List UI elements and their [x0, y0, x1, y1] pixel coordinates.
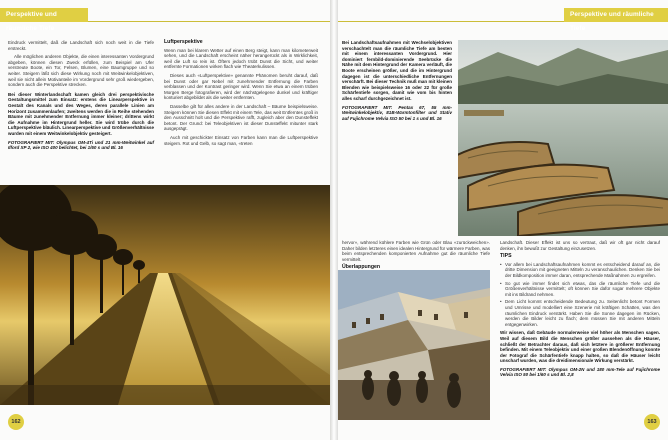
photo-credit: FOTOGRAFIERT MIT: Olympus OM-4Ti und 21 mm-Weitwinkel auf Ilford XP 2, wie ISO 400 belichtet, bei 1/60 s und Bl. 16	[8, 139, 154, 151]
tip-item: • Dem Licht kommt entscheidende Bedeutung zu. Seitenlicht betont Formen und Umrisse und modelliert eine Szenerie mit kräftigen Schatten, was den räumlichen Eindruck verstärkt. Haben Sie die Sonne dagegen im Rücken, werden die Bilder leicht zu flach; dem müssen Sie mit anderen Mitteln entgegenwirken.	[500, 299, 660, 327]
tip-item: • So gut wie immer findet sich etwas, das die räumliche Tiefe und die Größenverhältnisse vermittelt; oft können Sie dafür sogar mehrere Objekte mit ins Bildrand nehmen.	[500, 281, 660, 298]
tips-list	[500, 262, 660, 328]
left-column-1	[8, 40, 154, 154]
tip-item: • Vor allem bei Landschaftsaufnahmen kommt es entscheidend darauf an, die dritte Dimension mit geeigneten Mitteln zu veranschaulichen. Denken Sie bei der Bildkomposition immer daran, entsprechende Maßnahmen zu ergreifen.	[500, 262, 660, 279]
header-rule-left	[88, 21, 330, 22]
winter-canal-illustration	[0, 185, 330, 405]
photo-credit: FOTOGRAFIERT MIT: Olympus OM-2N und 180 mm-Tele auf Fujichrome Velvia ISO 50 bei 1/60 s und Bl. 2,8	[500, 366, 660, 378]
left-column-2	[164, 40, 318, 149]
page-number-right: 163	[644, 414, 660, 430]
header-bar-left	[0, 8, 88, 32]
winter-canal-photo	[0, 185, 330, 405]
image-caption: Wir wissen, daß Gebäude normalerweise viel höher als Menschen sagen. Weil auf diesem Bild die Menschen größer aussehen als die Häuser, schließt der Betrachter daraus, daß sich letztere in größerer Entfernung befinden. Mit einem Teleobjektiv und einer großen Blendenöffnung konnte der Fotograf die Schärfentiefe knapp halten, so daß die Häuser leicht unscharf wurden, was die dreidimensionale Wirkung verstärkt.	[500, 330, 660, 364]
paragraph: Eindruck vermittelt, daß die Landschaft sich noch weit in die Tiefe erstreckt.	[8, 40, 154, 51]
photo-credit: FOTOGRAFIERT MIT: Pentax 67, 55 mm-Weitwinkelobjektiv, 81B-Warmtonfilter und Stativ auf Fujichrome Velvia ISO 50 bei 1 s und Bl. 16	[342, 104, 452, 121]
paragraph: Dieses auch «Luftperspektive» genannte Phänomen beruht darauf, daß bei Dunst oder gar Nebel mit zunehmender Entfernung die Farben verblassen und der Kontrast geringer wird. Wenn Sie etwa an einem trüben Morgen Berge fotografieren, wird der nächstgelegene dunkel und kräftiger konturiert abgebildet als die weiter entfernten.	[164, 72, 318, 101]
lake-boats-illustration	[458, 40, 668, 236]
paragraph: Auch mit geschickter Einsatz von Farben kann man die Luftperspektive steigern. Rot und Gelb, so sagt man, «treten	[164, 134, 318, 146]
paragraph: Wenn man bei klarem Wetter auf einen Berg steigt, kann man kilometerweit sehen, und die Landschaft erscheint näher herangerückt als in Wirklichkeit, weil die Luft so rein ist. Öfters jedoch trübt Dunst die Sicht, und weiter entfernte Formationen wirken flach wie Theaterkulissen.	[164, 47, 318, 70]
right-page	[338, 0, 668, 440]
header-title-left: Perspektive und räumliche Tiefe	[6, 11, 57, 32]
right-column-1	[342, 40, 452, 124]
paragraph: hervor», während kühlere Farben wie Grün oder Blau «zurückweichen». Daher bilden letzteres einen idealen Hintergrund für wärmere Farben, was beim entsprechenden komponierten Aufnahme gut die räumliche Tiefe vermittelt.	[342, 240, 490, 262]
image-caption: Bei Landschaftsaufnahmen mit Wechselobjektiven verschachtelt man die räumliche Tiefe am besten mit einem interessanten Vordergrund. Hier dominiert fernbild-dominierende Seebrücke die Nähe mit dem Hintergrund der Kamera verläuft, die Boote erscheinen größer, und die im Hintergrund dagegen ist die unterschiedliche Entfernungen verschärft. Bei dieser Technik muß man mit kleinen Blenden wie beispielsweise 16 oder 22 für große Schärfentiefe sorgen, damit wie vom bis hinten alles scharf durchgezeichnet ist.	[342, 40, 452, 101]
town-street-illustration	[338, 270, 490, 420]
header-rule-right	[338, 21, 564, 22]
left-page	[0, 0, 330, 440]
header-bar-right	[564, 8, 668, 32]
header-title-right: Perspektive und räumliche Tiefe	[570, 11, 654, 32]
section-title: Überlappungen	[342, 264, 381, 271]
tips-title: TIPS	[500, 253, 512, 260]
town-street-photo	[338, 270, 490, 420]
paragraph: Alle möglichen anderen Objekte, die einen interessanten Vordergrund abgeben, können diesen Zweck erfüllen, zum Beispiel am Ufer verstreute Boote, ein Tor, Felsen, Blumen, eine Baumgruppe und so weiter. Steigern läßt sich diese Wirkung noch mit Weitwinkelobjektiven, weil sie nicht allein Motivanteile im Vordergrund sehr groß wiedergeben, sondern auch die Perspektive strecken.	[8, 54, 154, 88]
paragraph: Landschaft. Dieser Effekt ist uns so vertraut, daß wir oft gar nicht darauf denken, ihn bewußt zur Gestaltung einzusetzen.	[500, 240, 660, 251]
image-caption: Bei dieser Winterlandschaft kamen gleich drei perspektivische Gestaltungsmittel zum Einsatz: erstens die Linearperspektive in Gestalt des Kanals und des Weges, deren parallele Linien am Horizont zusammenlaufen; zweitens werden die in Reihe stehenden Bäume mit zunehmender Entfernung immer kleiner; drittens wirkt die Aufnahme im Hintergrund heller. Sie wird trübe durch die Luftperspektive bläulich. Linearperspektive und Größenverhältnisse wurden mit einem Weitwinkelobjektiv gesteigert.	[8, 91, 154, 136]
section-title: Luftperspektive	[164, 39, 203, 45]
paragraph: Dasselbe gilt für alles andere in der Landschaft – Bäume beispielsweise. Steigern können Sie diesen Effekt mit einem Tele, das weit Entferntes groß in den Ausschnitt holt und die Perspektive rafft, zugleich aber den Dunsteffekt betont. Der Grund: bei Teleobjektiven ist dieser Dunsteffekt mitunter stark ausgeprägt.	[164, 103, 318, 132]
book-gutter	[330, 0, 338, 440]
page-number-left: 162	[8, 414, 24, 430]
lake-boats-photo	[458, 40, 668, 236]
right-column-2	[500, 240, 660, 381]
